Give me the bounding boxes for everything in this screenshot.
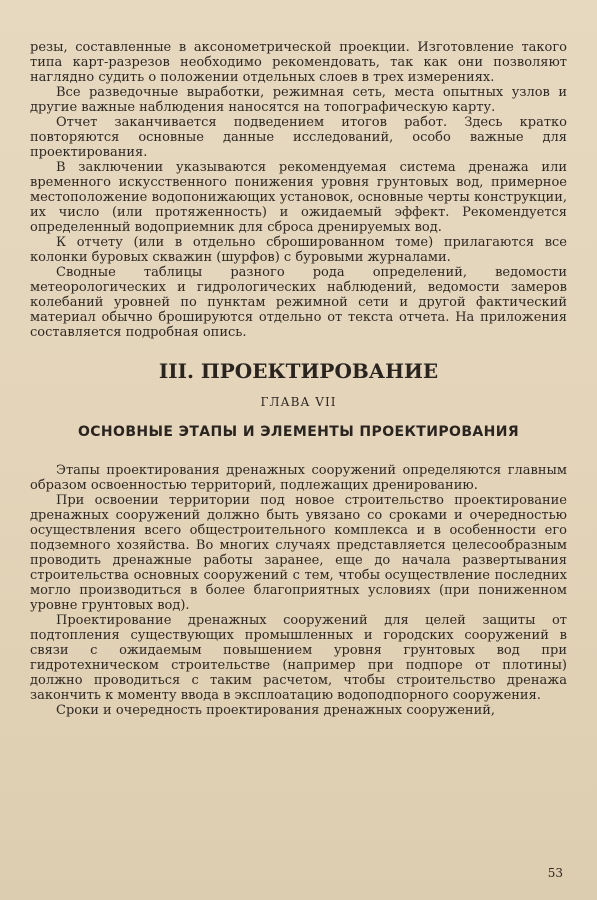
paragraph-terms-order: Сроки и очередность проектирования дренажных сооружений, <box>56 703 496 718</box>
top-text-block <box>30 40 567 340</box>
paragraph-continuation: резы, составленные в аксонометрической проекции. Изготовление такого типа карт-разрезов необходимо рекомендовать, так как они позволяют наглядно судить о положении отдельных слоев в трех измерениях. <box>30 40 567 85</box>
paragraph-exploration-workings: Все разведочные выработки, режимная сеть, места опытных узлов и другие важные наблюдения наносятся на топографическую карту. <box>30 85 567 115</box>
paragraph-conclusion: В заключении указываются рекомендуемая система дренажа или временного искусственного понижения уровня грунтовых вод, примерное местоположение водопонижающих установок, основные черты конструкции, их число (или протяженность) и ожидаемый эффект. Рекомендуется определенный водоприемник для сброса дренируемых вод. <box>30 160 567 235</box>
paragraph-new-construction: При освоении территории под новое строительство проектирование дренажных сооружений должно быть увязано со сроками и очередностью осуществления всего общестроительного комплекса и в особенности его подземного хозяйства. Во многих случаях представляется целесообразным проводить дренажные работы заранее, еще до начала развертывания строительства основных сооружений с тем, чтобы осуществление последних могло производиться в более благоприятных условиях (при пониженном уровне грунтовых вод). <box>30 493 567 613</box>
chapter-label: ГЛАВА VII <box>260 395 337 409</box>
paragraph-design-stages: Этапы проектирования дренажных сооружений определяются главным образом освоенностью территорий, подлежащих дренированию. <box>30 463 567 493</box>
page-number: 53 <box>547 866 563 880</box>
chapter-title: ОСНОВНЫЕ ЭТАПЫ И ЭЛЕМЕНТЫ ПРОЕКТИРОВАНИЯ <box>77 424 520 440</box>
paragraph-summary-tables: Сводные таблицы разного рода определений, ведомости метеорологических и гидрологических наблюдений, ведомости замеров колебаний уровней по пунктам режимной сети и другой фактический материал обычно брошируются отдельно от текста отчета. На приложения составляется подробная опись. <box>30 265 567 340</box>
paragraph-attachments: К отчету (или в отдельно сброшированном томе) прилагаются все колонки буровых скважин (шурфов) с буровыми журналами. <box>30 235 567 265</box>
part-title: III. ПРОЕКТИРОВАНИЕ <box>158 359 439 383</box>
paragraph-report-summary: Отчет заканчивается подведением итогов работ. Здесь кратко повторяются основные данные исследований, особо важные для проектирования. <box>30 115 567 160</box>
paragraph-flood-protection: Проектирование дренажных сооружений для целей защиты от подтопления существующих промышленных и городских сооружений в связи с ожидаемым повышением уровня грунтовых вод при гидротехническом строительстве (например при подпоре от плотины) должно проводиться с таким расчетом, чтобы строительство дренажа закончить к моменту ввода в эксплоатацию водоподпорного сооружения. <box>30 613 567 703</box>
chapter-text-block <box>30 463 567 718</box>
